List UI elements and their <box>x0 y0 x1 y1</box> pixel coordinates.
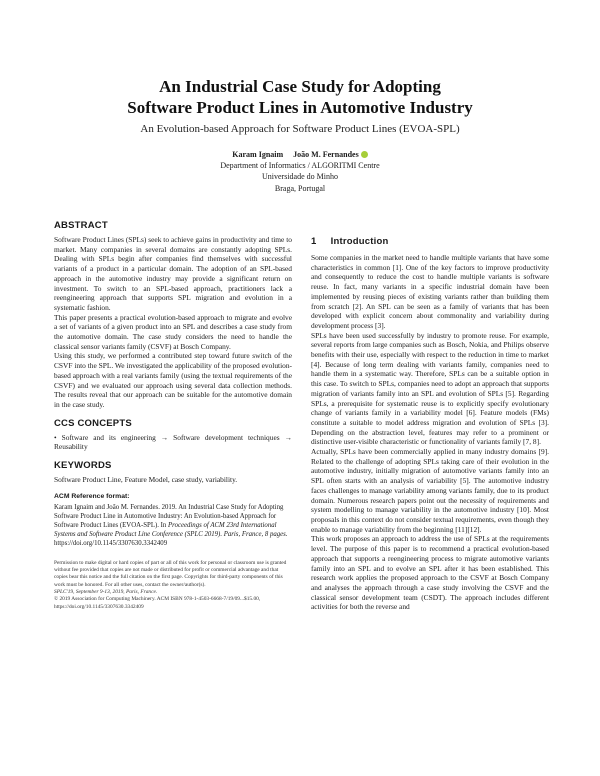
keywords-section <box>54 460 292 485</box>
affiliation-line-2: Universidade do Minho <box>262 172 338 182</box>
venue-italic: SPLC'19, September 9-13, 2019, Paris, France. <box>54 588 158 595</box>
author-block <box>0 149 600 194</box>
intro-paragraph-4: This work proposes an approach to address the use of SPLs at the requirements level. The purpose of this paper is to recommend a practical evolution-based approach that supports a reengineering process to migrate automotive variants family into an SPL and to evolve an SPL after it has been established. This research work applies the proposed approach to the CSVF at Bosch Company and analyses the approach through a case study involving the CSVF and the classical sensor development team (CSDT). The approach includes different activities for both the reverse and <box>311 534 549 612</box>
acm-reference-heading: ACM Reference format: <box>54 492 130 500</box>
right-column <box>311 236 549 612</box>
ccs-section <box>54 418 292 452</box>
abstract-paragraph-3: Using this study, we performed a contributed step toward future switch of the CSVF into the SPL. We investigated the applicability of the proposed evolution-based approach with a real variants family (using the textual requirements of the CSVF) and we evaluated our approach using several data collection methods. The results reveal that our approach can be suitable for the automotive domain in the case study. <box>54 351 292 409</box>
acm-reference-plain: Karam Ignaim and João M. Fernandes. 2019. An Industrial Case Study for Adopting Software Product Line in Automotive Industry: An Evolution-based Approach for Software Product Lines (EVOA-SPL). In <box>54 503 284 529</box>
introduction-heading: 1 Introduction <box>311 236 389 247</box>
title-line-1: An Industrial Case Study for Adopting <box>159 77 441 96</box>
permission-block <box>54 560 292 611</box>
copyright-text: © 2019 Association for Computing Machinery. ACM ISBN 978-1-4503-6668-7/19/09...$15.00, https://doi.org/10.1145/3307630.3342409 <box>54 596 261 610</box>
title-line-2: Software Product Lines in Automotive Industry <box>127 98 473 117</box>
author-names: Karam Ignaim João M. Fernandes <box>232 150 359 159</box>
abstract-paragraph-2: This paper presents a practical evolution-based approach to migrate and evolve a set of variants of a given product into an SPL and describes a case study from the automotive domain. The case study considers the need to handle the classical sensor variants family (CSVF) at Bosch Company. <box>54 312 292 351</box>
intro-paragraph-3: Actually, SPLs have been commercially applied in many industry domains [9]. Related to the challenge of adopting SPLs taking care of their evolution in the automotive industry, initially migration of automotive variants family into an SPL often starts with an analysis of variability [5]. The automotive industry faces challenges to manage variability among variants family, due to its product domain. Numerous research papers point out the necessity of requirements and system modelling to manage variability in the automotive industry [10]. Most proposals in this context do not consider textual requirements, even though they enable to manage variability from the beginning [11][12]. <box>311 447 549 534</box>
ccs-heading: CCS CONCEPTS <box>54 417 132 429</box>
acm-reference-doi[interactable]: https://doi.org/10.1145/3307630.3342409 <box>54 539 168 547</box>
keywords-text: Software Product Line, Feature Model, case study, variability. <box>54 475 238 485</box>
keywords-heading: KEYWORDS <box>54 460 112 472</box>
affiliation-line-1: Department of Informatics / ALGORITMI Centre <box>220 161 380 171</box>
intro-paragraph-2: SPLs have been used successfully by industry to promote reuse. For example, several reports from large companies such as Bosch, Nokia, and Philips observe benefits with their use, especially with respect to the reduction in time to market [4]. Because of long term dealing with variants family, companies need to handle them in a systematic way. Therefore, SPLs can be a suitable option in this case. To switch to SPLs, companies need to adopt an approach that supports migration of variants family into an SPL and evolution of SPLs [5]. Regarding SPLs, a prerequisite for systematic reuse is to explicitly specify evolutionary change of variants family in a variability model [6]. Feature models (FMs) constitute a suitable to model address migration and evolution of SPLs [3]. Depending on the abstraction level, features may refer to a prominent or distinctive user-visible characteristic or functionality of variants family [7, 8]. <box>311 330 549 447</box>
permission-text: Permission to make digital or hard copies of part or all of this work for personal or classroom use is granted without fee provided that copies are not made or distributed for profit or commercial advantage and that copies bear this notice and the full citation on the first page. Copyrights for third-party components of this work must be honored. For all other uses, contact the owner/author(s). <box>54 559 287 588</box>
paper-subtitle: An Evolution-based Approach for Software Product Lines (EVOA-SPL) <box>140 123 460 135</box>
abstract-paragraph-1: Software Product Lines (SPLs) seek to achieve gains in productivity and time to market. Many companies in several domains are constantly adopting SPLs. Dealing with SPLs begin after companies find themselves with successful variants of a product in a particular domain. The adoption of an SPL-based approach in the automotive industry may provide a significant return on investment. To switch to an SPL-based approach, practitioners lack a reengineering approach that supports SPL migration and evolution in a systematic fashion. <box>54 235 292 312</box>
orcid-icon[interactable] <box>361 151 368 158</box>
abstract-section <box>54 220 292 410</box>
acm-reference-proceedings: Proceedings of ACM 23rd International Systems and Software Product Line Conference (SPLC 2019). Paris, France, 8 pages. <box>54 521 288 538</box>
abstract-heading: ABSTRACT <box>54 220 108 231</box>
ccs-text: • Software and its engineering → Software development techniques → Reusability <box>54 432 292 452</box>
paper-title <box>0 76 600 118</box>
left-column <box>54 220 292 611</box>
intro-paragraph-1: Some companies in the market need to handle multiple variants that have some characteristics in common [1]. One of the key factors to improve productivity and consequently to reduce the cost to handle multiple variants is software reuse. In fact, many variants in a specific industrial domain have been implemented by reusing pieces of existing variants rather than building them from scratch [2]. An SPL can be seen as a family of variants that has been developed with explicit concern about commonality and variability during development process [3]. <box>311 253 549 330</box>
acm-reference-text <box>54 503 292 548</box>
acm-reference-section <box>54 493 292 548</box>
affiliation-line-3: Braga, Portugal <box>274 183 326 193</box>
